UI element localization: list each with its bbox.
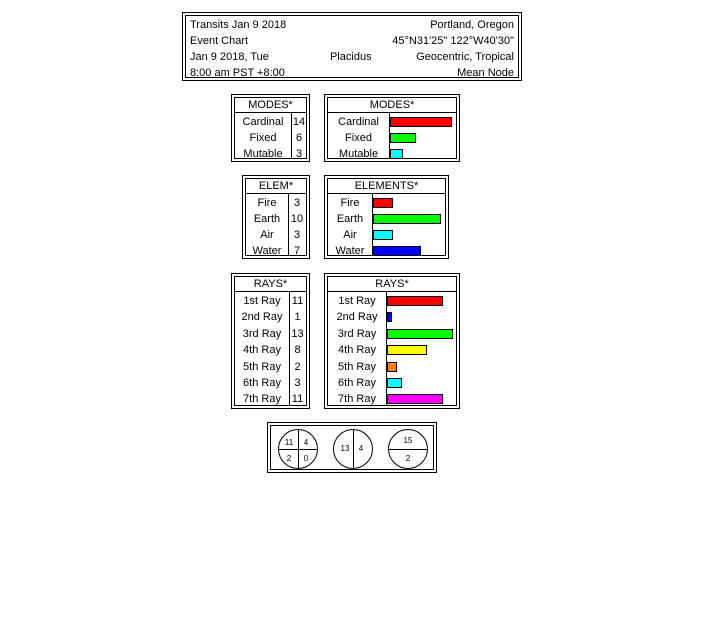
rays-row-label: 3rd Ray [242,327,282,340]
elements-row-value: 3 [293,229,301,241]
info-line-1 [190,17,514,33]
modes-chart-title: MODES* [328,98,456,113]
elements-row-label: Fire [257,197,277,209]
modes-chart-label: Cardinal [338,116,379,128]
rays-row-value: 1 [294,311,301,324]
rays-bar [387,362,397,372]
modes-row-label: Cardinal [242,116,284,128]
rays-row-label: 7th Ray [243,393,281,406]
modes-table [231,94,310,162]
rays-chart-row [328,391,456,407]
rays-row-value: 11 [291,295,304,307]
elements-table-row [246,211,306,227]
elements-table-row [246,195,306,211]
rays-table [231,273,310,409]
rays-row-value: 11 [291,393,304,406]
elements-chart-label: Earth [336,213,364,225]
rays-chart-label: 6th Ray [338,377,376,389]
elements-chart-row [328,227,445,243]
rays-table-title: RAYS* [235,277,306,292]
rays-row-label: 2nd Ray [241,311,283,324]
node-type: Mean Node [457,67,514,79]
modes-chart-row [328,146,456,162]
north-south-circle [388,429,428,469]
chart-type: Event Chart [190,35,249,47]
elements-row-value: 7 [293,245,301,257]
rays-table-row [235,391,306,407]
rays-row-value: 3 [294,377,301,389]
east-west-circle [333,429,373,469]
modes-chart [324,94,460,162]
modes-chart-label: Mutable [338,148,379,160]
elements-bar [373,214,441,224]
elements-bar [373,246,421,256]
modes-bar [390,149,403,159]
rays-bar [387,329,453,339]
modes-table-row [235,146,306,162]
rays-bar [387,345,427,355]
rays-chart-row [328,359,456,375]
rays-chart-row [328,293,456,309]
elements-row-value: 10 [290,213,304,225]
elements-row-label: Water [252,245,282,257]
rays-chart-label: 3rd Ray [337,327,377,340]
rays-table-row [235,375,306,391]
rays-table-row [235,326,306,342]
rays-bar [387,378,402,388]
elements-chart [324,175,449,259]
modes-chart-row [328,130,456,146]
elements-chart-row [328,243,445,259]
rays-chart-label: 7th Ray [338,393,376,406]
elements-chart-row [328,195,445,211]
rays-chart-row [328,326,456,342]
rays-chart-row [328,375,456,391]
info-line-3 [190,49,514,65]
rays-chart-label: 4th Ray [338,344,376,357]
rays-table-row [235,359,306,375]
rays-table-row [235,309,306,325]
elements-chart-label: Fire [340,197,360,209]
elements-row-label: Earth [253,213,281,225]
quadrant-top-right: 4 [303,438,309,447]
rays-row-value: 8 [294,344,301,357]
south-count: 2 [405,454,411,463]
rays-chart [324,273,460,409]
modes-table-row [235,130,306,146]
modes-row-label: Mutable [243,148,283,160]
modes-row-value: 14 [292,116,306,128]
rays-bar [387,394,443,404]
quadrant-top-left: 11 [284,438,294,447]
rays-bar [387,296,443,306]
elements-table-row [246,227,306,243]
quadrant-circle [278,429,318,469]
modes-table-title: MODES* [235,98,306,113]
north-count: 15 [403,436,413,445]
rays-row-label: 1st Ray [243,295,281,307]
rays-table-row [235,342,306,358]
info-line-2 [190,33,514,49]
rays-chart-row [328,342,456,358]
hemisphere-box [267,422,437,473]
elements-row-value: 3 [293,197,301,209]
modes-bar [390,133,416,143]
modes-row-value: 6 [295,132,303,144]
coordinates: 45°N31'25" 122°W40'30" [392,35,514,47]
elements-chart-row [328,211,445,227]
elements-table-title: ELEM* [246,179,306,194]
elements-chart-label: Water [335,245,365,257]
west-count: 13 [340,444,350,453]
chart-info-box [182,12,522,81]
east-count: 4 [358,444,364,453]
rays-row-label: 6th Ray [243,377,281,389]
modes-table-row [235,114,306,130]
rays-row-value: 13 [291,327,304,340]
rays-row-label: 4th Ray [243,344,281,357]
modes-chart-label: Fixed [345,132,372,144]
chart-title: Transits Jan 9 2018 [190,19,287,31]
modes-bar [390,117,452,127]
elements-table [242,175,310,259]
modes-chart-row [328,114,456,130]
location: Portland, Oregon [430,19,514,31]
chart-date: Jan 9 2018, Tue [190,51,269,63]
rays-chart-label: 2nd Ray [336,311,378,324]
quadrant-bottom-right: 0 [303,454,309,463]
rays-row-value: 2 [294,360,301,373]
rays-table-row [235,293,306,309]
rays-row-label: 5th Ray [243,360,281,373]
chart-time: 8:00 am PST +8:00 [190,67,285,79]
elements-chart-label: Air [343,229,357,241]
elements-bar [373,198,393,208]
elements-row-label: Air [260,229,274,241]
zodiac-type: Geocentric, Tropical [416,51,514,63]
info-line-4 [190,65,514,81]
rays-bar [387,312,392,322]
elements-bar [373,230,393,240]
modes-row-value: 3 [295,148,303,160]
modes-row-label: Fixed [249,132,277,144]
rays-chart-label: 5th Ray [338,360,376,373]
quadrant-bottom-left: 2 [286,454,292,463]
rays-chart-label: 1st Ray [338,295,376,307]
house-system: Placidus [330,51,372,63]
rays-chart-row [328,309,456,325]
rays-chart-title: RAYS* [328,277,456,292]
elements-chart-title: ELEMENTS* [328,179,445,194]
elements-table-row [246,243,306,259]
